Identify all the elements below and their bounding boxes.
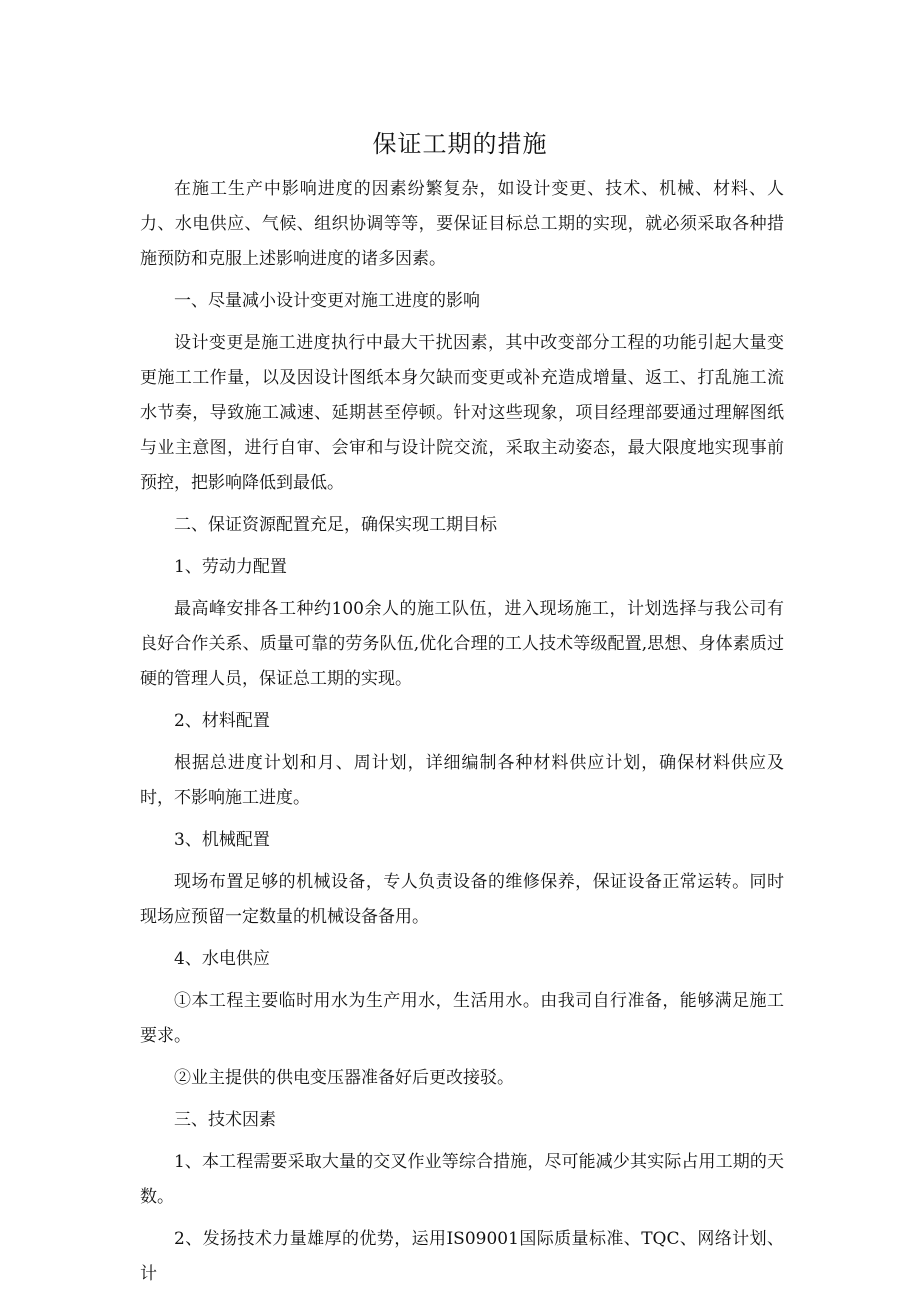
document-body (140, 172, 784, 1292)
labor-paragraph: 最高峰安排各工种约100余人的施工队伍，进入现场施工，计划选择与我公司有良好合作关系、质量可靠的劳务队伍,优化合理的工人技术等级配置,思想、身体素质过硬的管理人员，保证总工期的实现。 (140, 599, 784, 689)
design-change-paragraph: 设计变更是施工进度执行中最大干扰因素，其中改变部分工程的功能引起大量变更施工工作量，以及因设计图纸本身欠缺而变更或补充造成增量、返工、打乱施工流水节奏，导致施工减速、延期甚至停顿。针对这些现象，项目经理部要通过理解图纸与业主意图，进行自审、会审和与设计院交流，采取主动姿态，最大限度地实现事前预控，把影响降低到最低。 (140, 333, 784, 493)
technical-paragraph-2: 2、发扬技术力量雄厚的优势，运用IS09001国际质量标准、TQC、网络计划、计 (140, 1229, 784, 1284)
technical-paragraph-1: 1、本工程需要采取大量的交叉作业等综合措施，尽可能减少其实际占用工期的天数。 (140, 1152, 784, 1207)
intro-paragraph: 在施工生产中影响进度的因素纷繁复杂，如设计变更、技术、机械、材料、人力、水电供应、气候、组织协调等等，要保证目标总工期的实现，就必须采取各种措施预防和克服上述影响进度的诸多因素。 (140, 179, 784, 269)
section-heading-1: 一、尽量减小设计变更对施工进度的影响 (174, 291, 480, 311)
subheading-labor: 1、劳动力配置 (174, 557, 287, 577)
document-title: 保证工期的措施 (372, 130, 548, 158)
materials-paragraph: 根据总进度计划和月、周计划，详细编制各种材料供应计划，确保材料供应及时，不影响施工进度。 (140, 753, 784, 808)
subheading-materials: 2、材料配置 (174, 711, 270, 731)
subheading-machinery: 3、机械配置 (174, 830, 270, 850)
subheading-utilities: 4、水电供应 (174, 949, 270, 969)
machinery-paragraph: 现场布置足够的机械设备，专人负责设备的维修保养，保证设备正常运转。同时现场应预留一定数量的机械设备备用。 (140, 872, 784, 927)
power-paragraph: ②业主提供的供电变压器准备好后更改接驳。 (174, 1068, 514, 1088)
water-paragraph: ①本工程主要临时用水为生产用水，生活用水。由我司自行准备，能够满足施工要求。 (140, 991, 784, 1046)
section-heading-3: 三、技术因素 (174, 1110, 276, 1130)
section-heading-2: 二、保证资源配置充足，确保实现工期目标 (174, 515, 497, 535)
